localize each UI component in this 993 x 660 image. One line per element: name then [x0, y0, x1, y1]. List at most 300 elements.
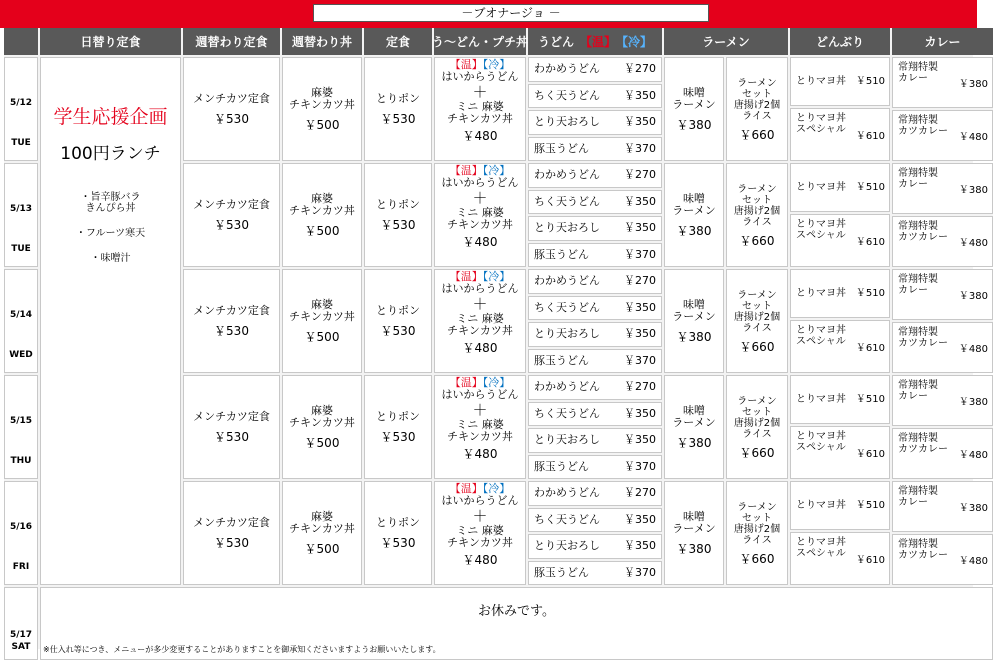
udon-price: ￥350	[624, 194, 656, 208]
closed-dow: SAT	[11, 642, 31, 652]
combo-price: ￥480	[462, 553, 498, 567]
udon-name: ちく天うどん	[534, 512, 600, 526]
udon-name: 豚玉うどん	[534, 353, 589, 367]
ramen-set-name: 唐揚げ2個	[733, 523, 781, 535]
ramen-set-price: ￥660	[739, 127, 775, 142]
weekly-bowl-price: ￥500	[304, 118, 340, 132]
udon-item	[528, 243, 662, 268]
udon-name: ちく天うどん	[534, 406, 600, 420]
miso-ramen-price: ￥380	[676, 224, 712, 238]
combo-bowl: ミニ 麻婆	[456, 206, 504, 219]
combo-plus: ＋	[472, 401, 488, 419]
day-date: 5/14	[9, 310, 33, 320]
curry-list	[892, 269, 993, 373]
udon-item	[528, 481, 662, 506]
weekly-bowl-name: チキンカツ丼	[289, 98, 355, 111]
donburi-item	[790, 163, 890, 212]
combo-cell	[434, 163, 526, 267]
header-donburi: どんぶり	[790, 28, 890, 55]
ramen-set-cell	[726, 481, 788, 585]
miso-ramen-name: 味噌	[683, 510, 705, 523]
miso-ramen-name: ラーメン	[672, 204, 716, 217]
weekly-bowl-cell	[282, 375, 362, 479]
teishoku-cell	[364, 163, 432, 267]
donburi-name: とりマヨ丼 スペシャル	[796, 219, 846, 241]
ramen-set-name: セット	[742, 194, 772, 206]
curry-name: 常翔特製 カレー	[898, 380, 938, 402]
udon-item	[528, 190, 662, 215]
teishoku-name: とりポン	[376, 304, 420, 317]
udon-name: わかめうどん	[534, 274, 600, 288]
curry-name: 常翔特製 カレー	[898, 62, 938, 84]
teishoku-name: とりポン	[376, 198, 420, 211]
donburi-price: ￥510	[855, 182, 885, 193]
weekly-bowl-name: 麻婆	[311, 192, 333, 205]
donburi-list	[790, 481, 890, 585]
weekly-set-price: ￥530	[214, 324, 249, 338]
ramen-set-price: ￥660	[739, 233, 775, 248]
udon-name: わかめうどん	[534, 486, 600, 500]
special-item: ・フルーツ寒天	[75, 228, 146, 239]
ramen-set-name: 唐揚げ2個	[733, 99, 781, 111]
udon-name: とり天おろし	[534, 433, 600, 447]
weekly-bowl-name: 麻婆	[311, 298, 333, 311]
udon-item	[528, 84, 662, 109]
weekly-bowl-name: チキンカツ丼	[289, 204, 355, 217]
weekly-bowl-price: ￥500	[304, 436, 340, 450]
closed-date: 5/17	[9, 630, 33, 640]
weekly-set-price: ￥530	[214, 218, 249, 232]
ramen-set-price: ￥660	[739, 445, 775, 460]
teishoku-cell	[364, 375, 432, 479]
combo-bowl: ミニ 麻婆	[456, 524, 504, 537]
udon-price: ￥350	[624, 406, 656, 420]
combo-plus: ＋	[472, 189, 488, 207]
header-corner	[4, 28, 38, 55]
weekly-bowl-name: チキンカツ丼	[289, 416, 355, 429]
header-daily-set: 日替り定食	[40, 28, 181, 55]
weekly-set-name: メンチカツ定食	[193, 304, 270, 317]
udon-item	[528, 57, 662, 82]
donburi-item	[790, 375, 890, 424]
donburi-item	[790, 269, 890, 318]
curry-name: 常翔特製 カツカレー	[898, 327, 948, 349]
date-cell	[4, 481, 38, 585]
combo-plus: ＋	[472, 83, 488, 101]
weekly-bowl-name: チキンカツ丼	[289, 522, 355, 535]
curry-name: 常翔特製 カツカレー	[898, 115, 948, 137]
weekly-set-cell	[183, 269, 280, 373]
donburi-name: とりマヨ丼	[796, 500, 846, 511]
donburi-item	[790, 481, 890, 530]
ramen-set-name: セット	[742, 512, 772, 524]
weekly-set-name: メンチカツ定食	[193, 410, 270, 423]
special-title: 学生応援企画	[53, 106, 168, 128]
header-curry: カレー	[892, 28, 993, 55]
curry-item	[892, 216, 993, 267]
donburi-name: とりマヨ丼	[796, 182, 846, 193]
udon-price: ￥270	[624, 62, 656, 76]
udon-name: 豚玉うどん	[534, 247, 589, 261]
ramen-set-name: ライス	[742, 322, 772, 334]
donburi-name: とりマヨ丼	[796, 394, 846, 405]
ramen-set-price: ￥660	[739, 339, 775, 354]
hot-tag: 【温】	[449, 376, 483, 389]
ramen-set-name: セット	[742, 300, 772, 312]
udon-item	[528, 216, 662, 241]
curry-item	[892, 269, 993, 320]
cold-tag: 【冷】	[482, 164, 511, 177]
teishoku-price: ￥530	[380, 430, 416, 444]
curry-list	[892, 57, 993, 161]
combo-udon: はいからうどん	[441, 494, 519, 507]
udon-name: とり天おろし	[534, 539, 600, 553]
donburi-list	[790, 163, 890, 267]
day-date: 5/12	[9, 98, 33, 108]
udon-name: とり天おろし	[534, 221, 600, 235]
combo-bowl: チキンカツ丼	[447, 112, 513, 125]
ramen-set-cell	[726, 269, 788, 373]
menu-change-note: ※仕入れ等につき、メニューが多少変更することがありますことを御承知くださいますようお願いいたします。	[43, 645, 441, 654]
udon-item	[528, 163, 662, 188]
curry-name: 常翔特製 カツカレー	[898, 433, 948, 455]
udon-name: とり天おろし	[534, 115, 600, 129]
weekly-set-name: メンチカツ定食	[193, 92, 270, 105]
date-cell	[4, 375, 38, 479]
udon-price: ￥350	[624, 88, 656, 102]
teishoku-name: とりポン	[376, 92, 420, 105]
curry-price: ￥380	[958, 291, 988, 302]
combo-bowl: ミニ 麻婆	[456, 418, 504, 431]
donburi-item	[790, 57, 890, 106]
day-of-week: TUE	[11, 138, 31, 148]
combo-udon: はいからうどん	[441, 70, 519, 83]
miso-ramen-price: ￥380	[676, 330, 712, 344]
donburi-name: とりマヨ丼 スペシャル	[796, 113, 846, 135]
udon-item	[528, 349, 662, 374]
curry-price: ￥480	[958, 556, 988, 567]
donburi-item	[790, 532, 890, 585]
curry-item	[892, 322, 993, 373]
udon-name: わかめうどん	[534, 62, 600, 76]
combo-cell	[434, 269, 526, 373]
special-items	[41, 192, 180, 264]
donburi-item	[790, 426, 890, 479]
udon-item	[528, 508, 662, 533]
donburi-price: ￥610	[855, 131, 885, 142]
curry-price: ￥480	[958, 132, 988, 143]
day-of-week: FRI	[12, 562, 30, 572]
curry-name: 常翔特製 カレー	[898, 168, 938, 190]
closed-day-row	[40, 587, 993, 660]
weekly-bowl-cell	[282, 481, 362, 585]
donburi-price: ￥610	[855, 237, 885, 248]
header-hot-tag: 【温】	[579, 34, 616, 49]
udon-name: とり天おろし	[534, 327, 600, 341]
udon-name: ちく天うどん	[534, 88, 600, 102]
curry-price: ￥380	[958, 397, 988, 408]
weekly-set-price: ￥530	[214, 430, 249, 444]
miso-ramen-cell	[664, 269, 724, 373]
day-date: 5/15	[9, 416, 33, 426]
curry-item	[892, 110, 993, 161]
weekly-bowl-price: ￥500	[304, 542, 340, 556]
weekly-bowl-name: 麻婆	[311, 86, 333, 99]
teishoku-cell	[364, 269, 432, 373]
donburi-price: ￥510	[855, 500, 885, 511]
udon-price: ￥350	[624, 539, 656, 553]
combo-price: ￥480	[462, 235, 498, 249]
header-udon-petit: う～どん・プチ丼	[434, 28, 526, 55]
curry-price: ￥380	[958, 79, 988, 90]
ramen-set-name: ライス	[742, 534, 772, 546]
combo-price: ￥480	[462, 447, 498, 461]
combo-bowl: ミニ 麻婆	[456, 312, 504, 325]
cold-tag: 【冷】	[482, 58, 511, 71]
weekly-set-price: ￥530	[214, 112, 249, 126]
curry-item	[892, 57, 993, 108]
udon-name: ちく天うどん	[534, 194, 600, 208]
special-item: ・旨辛豚バラ きんぴら丼	[80, 192, 141, 214]
udon-item	[528, 534, 662, 559]
combo-cell	[434, 481, 526, 585]
hot-tag: 【温】	[449, 58, 483, 71]
curry-name: 常翔特製 カツカレー	[898, 539, 948, 561]
combo-udon: はいからうどん	[441, 388, 519, 401]
weekly-menu-table	[4, 28, 988, 654]
curry-item	[892, 375, 993, 426]
curry-item	[892, 163, 993, 214]
curry-list	[892, 481, 993, 585]
weekly-bowl-price: ￥500	[304, 224, 340, 238]
donburi-name: とりマヨ丼 スペシャル	[796, 431, 846, 453]
miso-ramen-cell	[664, 163, 724, 267]
donburi-name: とりマヨ丼 スペシャル	[796, 537, 846, 559]
header-udon-label: うどん	[537, 34, 574, 49]
day-of-week: WED	[9, 350, 33, 360]
miso-ramen-cell	[664, 375, 724, 479]
miso-ramen-price: ￥380	[676, 436, 712, 450]
udon-item	[528, 322, 662, 347]
weekly-set-name: メンチカツ定食	[193, 198, 270, 211]
weekly-set-name: メンチカツ定食	[193, 516, 270, 529]
weekly-bowl-cell	[282, 269, 362, 373]
combo-cell	[434, 375, 526, 479]
curry-name: 常翔特製 カレー	[898, 274, 938, 296]
miso-ramen-name: ラーメン	[672, 98, 716, 111]
udon-price: ￥350	[624, 327, 656, 341]
ramen-set-name: ライス	[742, 428, 772, 440]
combo-bowl: チキンカツ丼	[447, 218, 513, 231]
weekly-set-cell	[183, 375, 280, 479]
cold-tag: 【冷】	[482, 376, 511, 389]
teishoku-name: とりポン	[376, 410, 420, 423]
teishoku-cell	[364, 481, 432, 585]
ramen-set-cell	[726, 375, 788, 479]
donburi-item	[790, 108, 890, 161]
ramen-set-name: ラーメン	[737, 77, 777, 89]
udon-price: ￥350	[624, 115, 656, 129]
header-weekly-set: 週替わり定食	[183, 28, 280, 55]
miso-ramen-name: 味噌	[683, 192, 705, 205]
combo-udon: はいからうどん	[441, 176, 519, 189]
teishoku-cell	[364, 57, 432, 161]
ramen-set-name: ライス	[742, 216, 772, 228]
weekly-bowl-price: ￥500	[304, 330, 340, 344]
combo-plus: ＋	[472, 507, 488, 525]
donburi-name: とりマヨ丼	[796, 288, 846, 299]
udon-list	[528, 163, 662, 267]
ramen-set-name: セット	[742, 88, 772, 100]
miso-ramen-name: 味噌	[683, 86, 705, 99]
udon-price: ￥370	[624, 141, 656, 155]
udon-list	[528, 481, 662, 585]
udon-list	[528, 57, 662, 161]
curry-name: 常翔特製 カツカレー	[898, 221, 948, 243]
day-of-week: TUE	[11, 244, 31, 254]
udon-price: ￥370	[624, 247, 656, 261]
udon-name: わかめうどん	[534, 380, 600, 394]
weekly-bowl-name: 麻婆	[311, 510, 333, 523]
udon-item	[528, 375, 662, 400]
date-cell	[4, 269, 38, 373]
combo-bowl: チキンカツ丼	[447, 536, 513, 549]
donburi-name: とりマヨ丼	[796, 76, 846, 87]
ramen-set-name: 唐揚げ2個	[733, 311, 781, 323]
ramen-set-name: ラーメン	[737, 501, 777, 513]
ramen-set-name: ラーメン	[737, 289, 777, 301]
miso-ramen-price: ￥380	[676, 118, 712, 132]
udon-name: わかめうどん	[534, 168, 600, 182]
date-cell	[4, 57, 38, 161]
udon-price: ￥350	[624, 512, 656, 526]
donburi-price: ￥510	[855, 288, 885, 299]
donburi-price: ￥610	[855, 449, 885, 460]
miso-ramen-cell	[664, 481, 724, 585]
hot-tag: 【温】	[449, 482, 483, 495]
udon-item	[528, 269, 662, 294]
combo-cell	[434, 57, 526, 161]
date-cell	[4, 163, 38, 267]
curry-item	[892, 428, 993, 479]
donburi-price: ￥610	[855, 343, 885, 354]
header-ramen: ラーメン	[664, 28, 788, 55]
udon-item	[528, 561, 662, 586]
miso-ramen-name: 味噌	[683, 404, 705, 417]
udon-price: ￥370	[624, 459, 656, 473]
miso-ramen-name: ラーメン	[672, 416, 716, 429]
curry-price: ￥480	[958, 344, 988, 355]
special-subtitle: 100円ランチ	[60, 144, 161, 164]
combo-bowl: チキンカツ丼	[447, 324, 513, 337]
combo-bowl: ミニ 麻婆	[456, 100, 504, 113]
curry-price: ￥480	[958, 238, 988, 249]
curry-price: ￥380	[958, 503, 988, 514]
teishoku-name: とりポン	[376, 516, 420, 529]
teishoku-price: ￥530	[380, 218, 416, 232]
ramen-set-name: ラーメン	[737, 183, 777, 195]
udon-item	[528, 137, 662, 162]
cold-tag: 【冷】	[482, 270, 511, 283]
udon-name: 豚玉うどん	[534, 459, 589, 473]
miso-ramen-price: ￥380	[676, 542, 712, 556]
weekly-set-cell	[183, 163, 280, 267]
donburi-item	[790, 320, 890, 373]
udon-name: ちく天うどん	[534, 300, 600, 314]
donburi-price: ￥510	[855, 76, 885, 87]
udon-item	[528, 296, 662, 321]
ramen-set-name: 唐揚げ2個	[733, 205, 781, 217]
udon-item	[528, 455, 662, 480]
header-udon	[528, 28, 662, 55]
student-special-panel	[40, 57, 181, 585]
header-cold-tag: 【冷】	[616, 34, 653, 49]
udon-name: 豚玉うどん	[534, 141, 589, 155]
udon-list	[528, 269, 662, 373]
donburi-price: ￥510	[855, 394, 885, 405]
curry-price: ￥380	[958, 185, 988, 196]
ramen-set-name: 唐揚げ2個	[733, 417, 781, 429]
special-item: ・味噌汁	[90, 253, 131, 264]
udon-name: 豚玉うどん	[534, 565, 589, 579]
curry-name: 常翔特製 カレー	[898, 486, 938, 508]
miso-ramen-name: ラーメン	[672, 522, 716, 535]
udon-item	[528, 428, 662, 453]
udon-price: ￥350	[624, 300, 656, 314]
day-date: 5/16	[9, 522, 33, 532]
udon-price: ￥270	[624, 168, 656, 182]
weekly-bowl-cell	[282, 163, 362, 267]
curry-item	[892, 534, 993, 585]
date-cell-closed	[4, 587, 38, 660]
miso-ramen-cell	[664, 57, 724, 161]
restaurant-title: －ブオナージョ －	[313, 4, 709, 22]
hot-tag: 【温】	[449, 164, 483, 177]
udon-price: ￥350	[624, 433, 656, 447]
teishoku-price: ￥530	[380, 536, 416, 550]
hot-tag: 【温】	[449, 270, 483, 283]
combo-price: ￥480	[462, 129, 498, 143]
udon-item	[528, 110, 662, 135]
udon-price: ￥270	[624, 380, 656, 394]
cold-tag: 【冷】	[482, 482, 511, 495]
ramen-set-price: ￥660	[739, 551, 775, 566]
curry-list	[892, 375, 993, 479]
donburi-list	[790, 57, 890, 161]
teishoku-price: ￥530	[380, 112, 416, 126]
day-date: 5/13	[9, 204, 33, 214]
ramen-set-name: セット	[742, 406, 772, 418]
donburi-list	[790, 269, 890, 373]
weekly-set-cell	[183, 57, 280, 161]
udon-price: ￥350	[624, 221, 656, 235]
ramen-set-name: ライス	[742, 110, 772, 122]
header-teishoku: 定食	[364, 28, 432, 55]
closed-message: お休みです。	[478, 604, 555, 619]
curry-item	[892, 481, 993, 532]
donburi-item	[790, 214, 890, 267]
ramen-set-cell	[726, 163, 788, 267]
udon-item	[528, 402, 662, 427]
weekly-bowl-name: 麻婆	[311, 404, 333, 417]
ramen-set-name: ラーメン	[737, 395, 777, 407]
weekly-set-price: ￥530	[214, 536, 249, 550]
donburi-name: とりマヨ丼 スペシャル	[796, 325, 846, 347]
udon-price: ￥270	[624, 486, 656, 500]
miso-ramen-name: 味噌	[683, 298, 705, 311]
weekly-bowl-name: チキンカツ丼	[289, 310, 355, 323]
teishoku-price: ￥530	[380, 324, 416, 338]
